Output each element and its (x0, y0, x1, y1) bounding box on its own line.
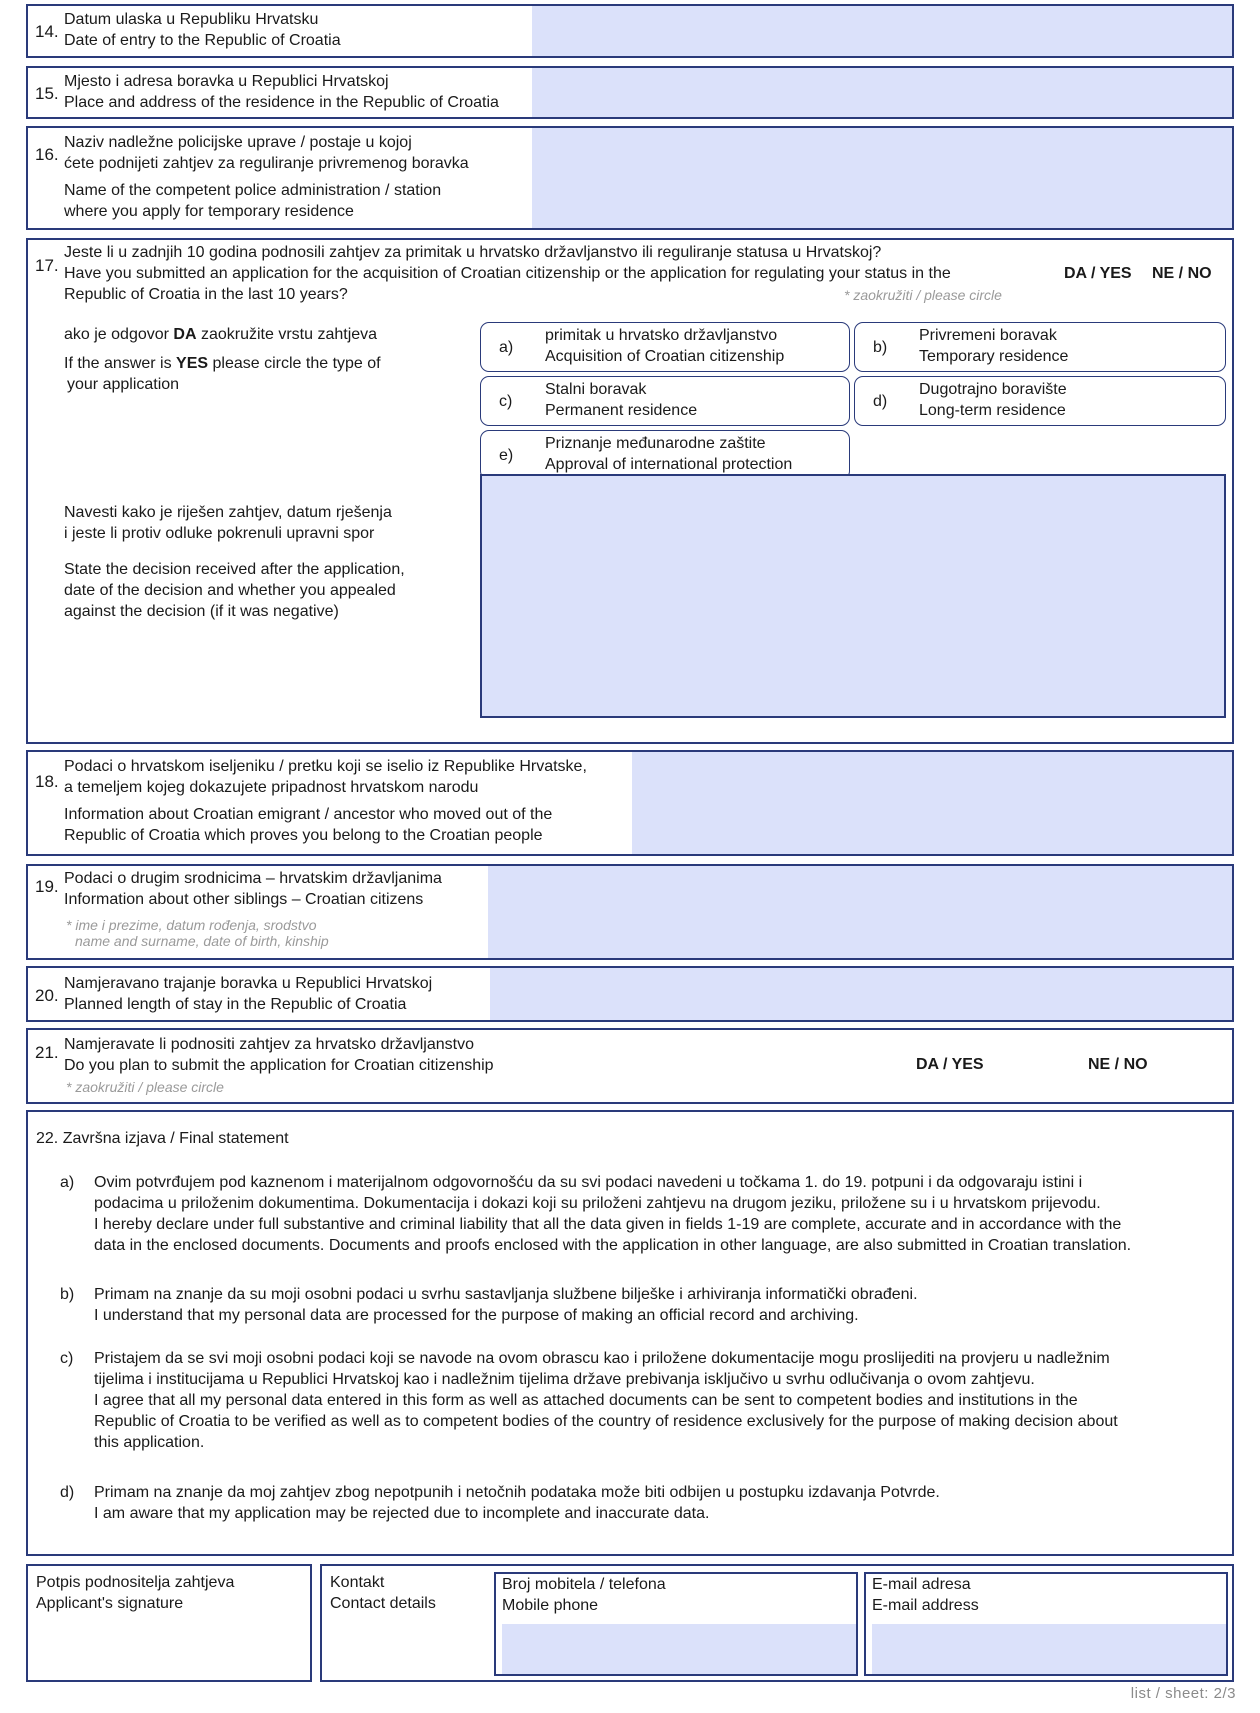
item-line: Pristajem da se svi moji osobni podaci koji se navode na ovom obrascu kao i priložene dokumentacije mogu proslijediti na provjeru u nadležnim (94, 1350, 1110, 1367)
contact-label-en: Contact details (330, 1595, 436, 1612)
question-en: Republic of Croatia in the last 10 years? (64, 286, 348, 303)
option-en: Temporary residence (919, 348, 1069, 365)
email-input[interactable] (872, 1624, 1226, 1674)
option-hr: primitak u hrvatsko državljanstvo (545, 327, 778, 344)
field-number: 14. (35, 22, 59, 41)
item-line: Republic of Croatia to be verified as well as to competent bodies of the country of residence exclusively for the purpose of making decision about (94, 1413, 1118, 1430)
email-label-hr: E-mail adresa (872, 1576, 971, 1593)
option-e-international-protection[interactable] (480, 430, 850, 480)
field-16 (26, 126, 1234, 230)
field-number: 17. (35, 256, 59, 275)
decision-label-en: State the decision received after the application, (64, 561, 405, 578)
date-of-entry-input[interactable] (532, 6, 1232, 56)
option-en: Acquisition of Croatian citizenship (545, 348, 785, 365)
email-field (864, 1572, 1228, 1676)
item-line: I am aware that my application may be rejected due to incomplete and inaccurate data. (94, 1505, 710, 1522)
statement-item-c (60, 1348, 1220, 1453)
decision-label-en: against the decision (if it was negative) (64, 603, 339, 620)
phone-label-hr: Broj mobitela / telefona (502, 1576, 666, 1593)
label-en: Name of the competent police administration / station (64, 182, 442, 199)
police-station-input[interactable] (532, 128, 1232, 228)
hint-note: * ime i prezime, datum rođenja, srodstvo (66, 917, 317, 933)
item-line: podacima u priloženim dokumentima. Dokumentacija i dokazi koji su priloženi zahtjevu na drugom jeziku, priložene su i u hrvatskom prijevodu. (94, 1195, 1101, 1212)
option-letter: a) (499, 339, 514, 356)
signature-box[interactable] (26, 1564, 312, 1682)
signature-label-hr: Potpis podnositelja zahtjeva (36, 1574, 235, 1591)
item-letter: b) (60, 1286, 75, 1303)
field-15 (26, 66, 1234, 119)
label-hr: ćete podnijeti zahtjev za reguliranje privremenog boravka (64, 155, 469, 172)
final-statement-title: 22. Završna izjava / Final statement (36, 1130, 289, 1147)
label-en: Place and address of the residence in the Republic of Croatia (64, 94, 499, 111)
answer-hint-bold: YES (176, 355, 209, 372)
item-letter: d) (60, 1484, 75, 1501)
label-en: Planned length of stay in the Republic of Croatia (64, 996, 407, 1013)
no-option[interactable]: NE / NO (1152, 265, 1212, 282)
option-letter: c) (499, 393, 513, 410)
item-line: I understand that my personal data are processed for the purpose of making an official record and archiving. (94, 1307, 859, 1324)
item-line: tijelima i institucijama u Republici Hrvatskoj kao i nadležnim tijelima države prebivanja isključivo u svrhu odlučivanja o ovom zahtjevu. (94, 1371, 1035, 1388)
contact-box (320, 1564, 1234, 1682)
phone-input[interactable] (502, 1624, 856, 1674)
field-number: 21. (35, 1043, 59, 1062)
decision-textarea[interactable] (480, 474, 1226, 718)
statement-item-b (60, 1284, 1220, 1326)
item-line: this application. (94, 1434, 205, 1451)
phone-label-en: Mobile phone (502, 1597, 599, 1614)
option-hr: Privremeni boravak (919, 327, 1057, 344)
field-21 (26, 1028, 1234, 1104)
field-19 (26, 864, 1234, 960)
answer-hint-hr-rest: zaokružite vrstu zahtjeva (196, 326, 378, 343)
decision-label-en: date of the decision and whether you appealed (64, 582, 396, 599)
circle-note: * zaokružiti / please circle (844, 287, 1002, 303)
answer-hint-en-line2: your application (67, 376, 180, 393)
other-relatives-input[interactable] (488, 866, 1232, 958)
email-label-en: E-mail address (872, 1597, 979, 1614)
item-line: I agree that all my personal data entered in this form as well as attached documents can be sent to competent bodies and institutions in the (94, 1392, 1078, 1409)
answer-hint-bold: DA (173, 326, 197, 343)
no-option[interactable]: NE / NO (1088, 1056, 1148, 1073)
option-c-permanent-residence[interactable] (480, 376, 850, 426)
option-hr: Priznanje međunarodne zaštite (545, 435, 766, 452)
item-line: Ovim potvrđujem pod kaznenom i materijalnom odgovornošću da su svi podaci navedeni u točkama 1. do 19. potpuni i da odgovaraju istini i (94, 1174, 1083, 1191)
label-en: Do you plan to submit the application for Croatian citizenship (64, 1057, 494, 1074)
field-14 (26, 4, 1234, 58)
item-line: I hereby declare under full substantive and criminal liability that all the data given in fields 1-19 are complete, accurate and in accordance with the (94, 1216, 1122, 1233)
option-hr: Stalni boravak (545, 381, 647, 398)
option-en: Long-term residence (919, 402, 1066, 419)
statement-item-d (60, 1482, 1220, 1524)
yes-option[interactable]: DA / YES (1064, 265, 1132, 282)
question-en: Have you submitted an application for the acquisition of Croatian citizenship or the application for regulating your status in the (64, 265, 951, 282)
answer-hint-hr: ako je odgovor (64, 326, 174, 343)
field-22-final-statement (26, 1110, 1234, 1556)
option-en: Permanent residence (545, 402, 698, 419)
option-a-citizenship[interactable] (480, 322, 850, 372)
label-hr: Datum ulaska u Republiku Hrvatsku (64, 11, 319, 28)
option-letter: b) (873, 339, 888, 356)
residence-address-input[interactable] (532, 68, 1232, 117)
label-hr: Podaci o hrvatskom iseljeniku / pretku koji se iselio iz Republike Hrvatske, (64, 758, 587, 775)
hint-note: name and surname, date of birth, kinship (75, 933, 329, 949)
label-en: Information about other siblings – Croatian citizens (64, 891, 424, 908)
contact-label-hr: Kontakt (330, 1574, 385, 1591)
question-hr: Jeste li u zadnjih 10 godina podnosili zahtjev za primitak u hrvatsko državljanstvo ili reguliranje statusa u Hrvatskoj? (64, 244, 882, 261)
field-18 (26, 750, 1234, 856)
label-en: where you apply for temporary residence (64, 203, 354, 220)
item-line: Primam na znanje da su moji osobni podaci u svrhu sastavljanja službene bilješke i arhiviranja informatički obrađeni. (94, 1286, 918, 1303)
decision-label-hr: Navesti kako je riješen zahtjev, datum rješenja (64, 504, 392, 521)
item-line: data in the enclosed documents. Documents and proofs enclosed with the application in other language, are also submitted in Croatian translation. (94, 1237, 1132, 1254)
phone-field (494, 1572, 858, 1676)
circle-note: * zaokružiti / please circle (66, 1079, 224, 1095)
field-number: 19. (35, 877, 59, 896)
field-number: 20. (35, 986, 59, 1005)
answer-hint-en: If the answer is (64, 355, 177, 372)
sheet-number: list / sheet: 2/3 (1130, 1685, 1236, 1702)
label-hr: Namjeravate li podnositi zahtjev za hrvatsko državljanstvo (64, 1036, 474, 1053)
option-hr: Dugotrajno boravište (919, 381, 1067, 398)
field-number: 16. (35, 145, 59, 164)
item-letter: c) (60, 1350, 74, 1367)
label-hr: a temeljem kojeg dokazujete pripadnost hrvatskom narodu (64, 779, 479, 796)
item-letter: a) (60, 1174, 75, 1191)
option-letter: e) (499, 447, 514, 464)
answer-hint-en-rest: please circle the type of (208, 355, 381, 372)
length-of-stay-input[interactable] (490, 968, 1232, 1020)
statement-item-a (60, 1172, 1220, 1256)
label-en: Date of entry to the Republic of Croatia (64, 32, 341, 49)
decision-label-hr: i jeste li protiv odluke pokrenuli upravni spor (64, 525, 375, 542)
option-en: Approval of international protection (545, 456, 793, 473)
label-hr: Mjesto i adresa boravka u Republici Hrvatskoj (64, 73, 389, 90)
option-letter: d) (873, 393, 888, 410)
field-number: 18. (35, 772, 59, 791)
item-line: Primam na znanje da moj zahtjev zbog nepotpunih i netočnih podataka može biti odbijen u postupku izdavanja Potvrde. (94, 1484, 940, 1501)
label-en: Republic of Croatia which proves you belong to the Croatian people (64, 827, 543, 844)
signature-label-en: Applicant's signature (36, 1595, 184, 1612)
field-number: 15. (35, 84, 59, 103)
yes-option[interactable]: DA / YES (916, 1056, 984, 1073)
field-20 (26, 966, 1234, 1022)
option-b-temporary-residence[interactable] (854, 322, 1226, 372)
label-hr: Naziv nadležne policijske uprave / postaje u kojoj (64, 134, 412, 151)
label-hr: Podaci o drugim srodnicima – hrvatskim državljanima (64, 870, 442, 887)
emigrant-ancestor-input[interactable] (632, 752, 1232, 854)
option-d-long-term-residence[interactable] (854, 376, 1226, 426)
label-hr: Namjeravano trajanje boravka u Republici Hrvatskoj (64, 975, 433, 992)
field-17 (26, 238, 1234, 744)
label-en: Information about Croatian emigrant / ancestor who moved out of the (64, 806, 553, 823)
